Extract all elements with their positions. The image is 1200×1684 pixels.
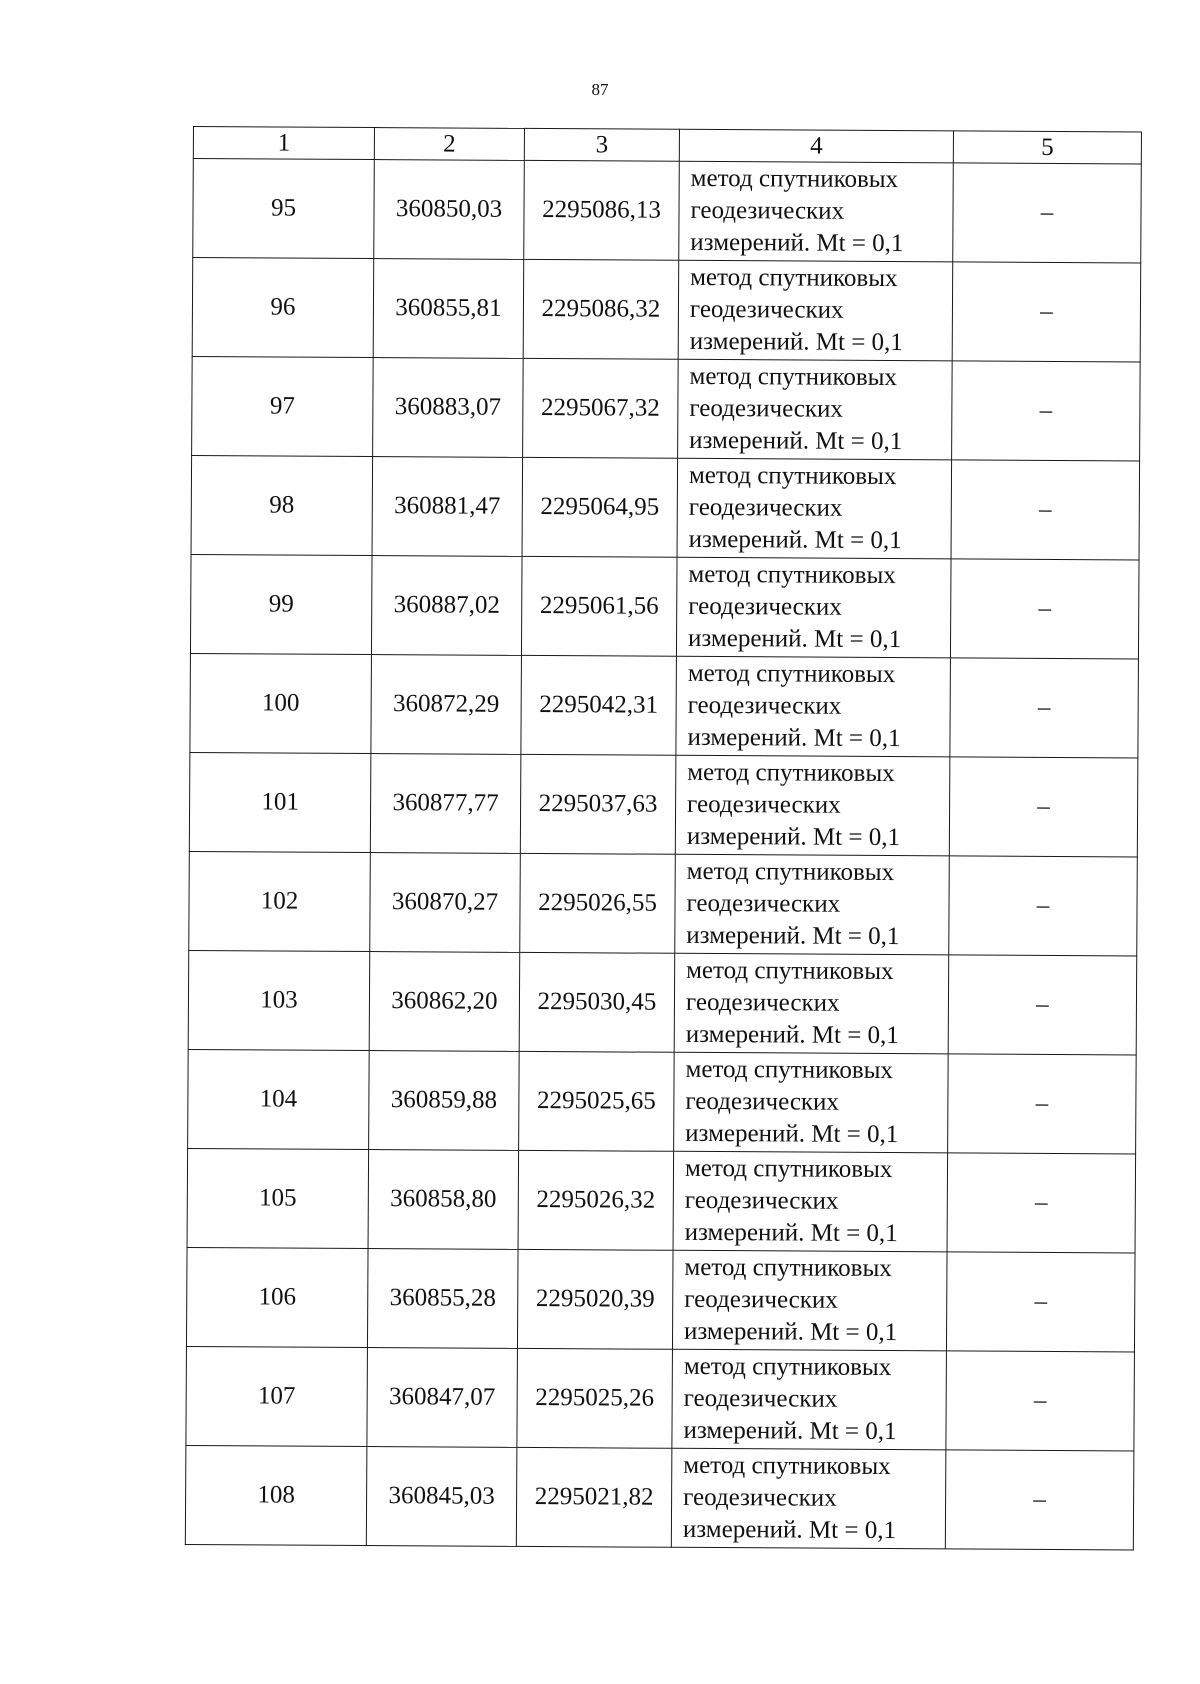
method-line: геодезических xyxy=(685,1087,840,1116)
page-number: 87 xyxy=(591,80,609,99)
note-cell: – xyxy=(946,1351,1135,1451)
note-cell: – xyxy=(950,559,1139,659)
y-coordinate-cell: 2295064,95 xyxy=(522,457,678,557)
y-coordinate-cell: 2295042,31 xyxy=(521,655,677,755)
method-cell xyxy=(678,260,953,361)
point-number-cell: 102 xyxy=(189,851,371,951)
method-cell xyxy=(673,1151,948,1252)
point-number-cell: 96 xyxy=(192,258,374,358)
point-number-cell: 106 xyxy=(186,1247,368,1347)
method-line: геодезических xyxy=(688,493,843,522)
point-number-cell: 100 xyxy=(190,653,372,753)
note-cell: – xyxy=(953,163,1142,263)
point-number-cell: 98 xyxy=(191,455,373,555)
note-cell: – xyxy=(952,262,1141,362)
note-cell: – xyxy=(952,361,1141,461)
method-line: измерений. Mt = 0,1 xyxy=(687,723,901,753)
table-row xyxy=(186,1247,1135,1351)
note-cell: – xyxy=(947,1153,1136,1253)
table-row xyxy=(185,1445,1134,1549)
note-cell: – xyxy=(946,1252,1135,1352)
method-line: измерений. Mt = 0,1 xyxy=(686,822,901,852)
method-cell xyxy=(674,1052,949,1153)
point-number-cell: 104 xyxy=(188,1049,370,1149)
x-coordinate-cell: 360881,47 xyxy=(372,457,523,557)
y-coordinate-cell: 2295026,32 xyxy=(518,1150,674,1250)
header-cell-1: 1 xyxy=(193,127,374,160)
method-line: метод спутниковых xyxy=(687,758,895,788)
method-line: геодезических xyxy=(687,691,842,720)
x-coordinate-cell: 360855,81 xyxy=(373,259,524,359)
table-row xyxy=(187,1148,1136,1252)
method-line: метод спутниковых xyxy=(688,461,897,491)
method-line: метод спутниковых xyxy=(683,1451,891,1481)
x-coordinate-cell: 360859,88 xyxy=(369,1051,520,1151)
point-number-cell: 107 xyxy=(186,1346,368,1446)
method-line: измерений. Mt = 0,1 xyxy=(685,1119,899,1149)
point-number-cell: 103 xyxy=(188,950,370,1050)
note-cell: – xyxy=(949,757,1138,857)
method-line: измерений. Mt = 0,1 xyxy=(689,327,903,357)
method-line: метод спутниковых xyxy=(686,857,895,887)
table-row xyxy=(186,1346,1135,1450)
method-cell xyxy=(675,755,950,856)
method-line: метод спутниковых xyxy=(688,560,896,590)
table-row xyxy=(190,653,1139,757)
table-row xyxy=(188,1049,1137,1153)
method-line: геодезических xyxy=(689,394,844,423)
table-row xyxy=(189,851,1138,955)
table-row xyxy=(190,554,1139,658)
method-line: метод спутниковых xyxy=(683,1352,892,1382)
method-line: измерений. Mt = 0,1 xyxy=(685,1020,899,1050)
method-line: геодезических xyxy=(685,988,840,1017)
note-cell: – xyxy=(945,1450,1134,1550)
y-coordinate-cell: 2295061,56 xyxy=(521,556,677,656)
method-line: геодезических xyxy=(683,1384,838,1413)
x-coordinate-cell: 360872,29 xyxy=(371,655,522,755)
y-coordinate-cell: 2295026,55 xyxy=(520,853,676,953)
method-line: измерений. Mt = 0,1 xyxy=(682,1515,897,1545)
method-line: геодезических xyxy=(688,592,842,621)
method-line: геодезических xyxy=(686,889,841,918)
x-coordinate-cell: 360870,27 xyxy=(370,853,521,953)
y-coordinate-cell: 2295067,32 xyxy=(523,358,679,458)
method-line: метод спутниковых xyxy=(684,1253,892,1283)
note-cell: – xyxy=(948,955,1137,1055)
method-cell xyxy=(671,1448,946,1549)
x-coordinate-cell: 360858,80 xyxy=(368,1150,519,1250)
method-cell xyxy=(676,557,951,658)
method-line: измерений. Mt = 0,1 xyxy=(683,1416,897,1446)
y-coordinate-cell: 2295086,13 xyxy=(524,160,680,260)
table-row xyxy=(191,455,1140,559)
x-coordinate-cell: 360883,07 xyxy=(373,358,524,458)
note-cell: – xyxy=(951,460,1140,560)
method-line: измерений. Mt = 0,1 xyxy=(690,228,904,258)
method-cell xyxy=(678,359,953,460)
method-line: метод спутниковых xyxy=(684,1154,893,1184)
coordinates-table xyxy=(185,126,1142,1550)
x-coordinate-cell: 360887,02 xyxy=(371,556,522,656)
table-row xyxy=(189,752,1138,856)
method-cell xyxy=(672,1349,947,1450)
method-line: метод спутниковых xyxy=(689,362,898,392)
y-coordinate-cell: 2295020,39 xyxy=(517,1249,673,1349)
table-row xyxy=(192,356,1141,460)
method-line: измерений. Mt = 0,1 xyxy=(688,525,902,555)
note-cell: – xyxy=(948,1054,1137,1154)
point-number-cell: 97 xyxy=(192,356,374,456)
table-row xyxy=(188,950,1137,1054)
method-line: измерений. Mt = 0,1 xyxy=(689,426,903,456)
table-body xyxy=(185,159,1141,1550)
note-cell: – xyxy=(949,856,1138,956)
method-cell xyxy=(677,458,952,559)
header-cell-4: 4 xyxy=(679,129,953,163)
y-coordinate-cell: 2295086,32 xyxy=(523,259,679,359)
method-cell xyxy=(675,854,950,955)
header-cell-2: 2 xyxy=(374,128,524,161)
header-cell-5: 5 xyxy=(953,131,1141,164)
method-line: геодезических xyxy=(683,1483,837,1512)
method-line: измерений. Mt = 0,1 xyxy=(683,1317,898,1347)
y-coordinate-cell: 2295025,26 xyxy=(517,1348,673,1448)
x-coordinate-cell: 360855,28 xyxy=(367,1249,518,1349)
method-line: измерений. Mt = 0,1 xyxy=(687,624,902,654)
x-coordinate-cell: 360847,07 xyxy=(367,1348,518,1448)
method-cell xyxy=(676,656,951,757)
y-coordinate-cell: 2295030,45 xyxy=(519,952,675,1052)
method-line: метод спутниковых xyxy=(690,263,898,293)
method-line: метод спутниковых xyxy=(687,659,896,689)
y-coordinate-cell: 2295021,82 xyxy=(516,1447,672,1547)
y-coordinate-cell: 2295025,65 xyxy=(519,1051,675,1151)
method-line: геодезических xyxy=(684,1285,838,1314)
method-line: геодезических xyxy=(684,1186,839,1215)
method-cell xyxy=(672,1250,947,1351)
method-line: геодезических xyxy=(687,790,841,819)
x-coordinate-cell: 360877,77 xyxy=(370,754,521,854)
method-cell xyxy=(679,161,954,262)
point-number-cell: 101 xyxy=(189,752,371,852)
method-line: метод спутниковых xyxy=(685,1055,894,1085)
method-line: метод спутниковых xyxy=(686,956,894,986)
point-number-cell: 105 xyxy=(187,1148,369,1248)
point-number-cell: 95 xyxy=(193,159,375,259)
y-coordinate-cell: 2295037,63 xyxy=(520,754,676,854)
method-line: геодезических xyxy=(689,295,844,324)
x-coordinate-cell: 360862,20 xyxy=(369,952,520,1052)
point-number-cell: 99 xyxy=(190,554,372,654)
method-line: метод спутниковых xyxy=(690,164,899,194)
method-line: измерений. Mt = 0,1 xyxy=(684,1218,898,1248)
table-row xyxy=(193,159,1142,263)
x-coordinate-cell: 360850,03 xyxy=(374,160,525,260)
note-cell: – xyxy=(950,658,1139,758)
method-line: измерений. Mt = 0,1 xyxy=(686,921,900,951)
method-line: геодезических xyxy=(690,196,845,225)
x-coordinate-cell: 360845,03 xyxy=(366,1447,517,1547)
method-cell xyxy=(674,953,949,1054)
point-number-cell: 108 xyxy=(185,1445,367,1545)
table-row xyxy=(192,258,1141,362)
header-cell-3: 3 xyxy=(524,128,679,161)
